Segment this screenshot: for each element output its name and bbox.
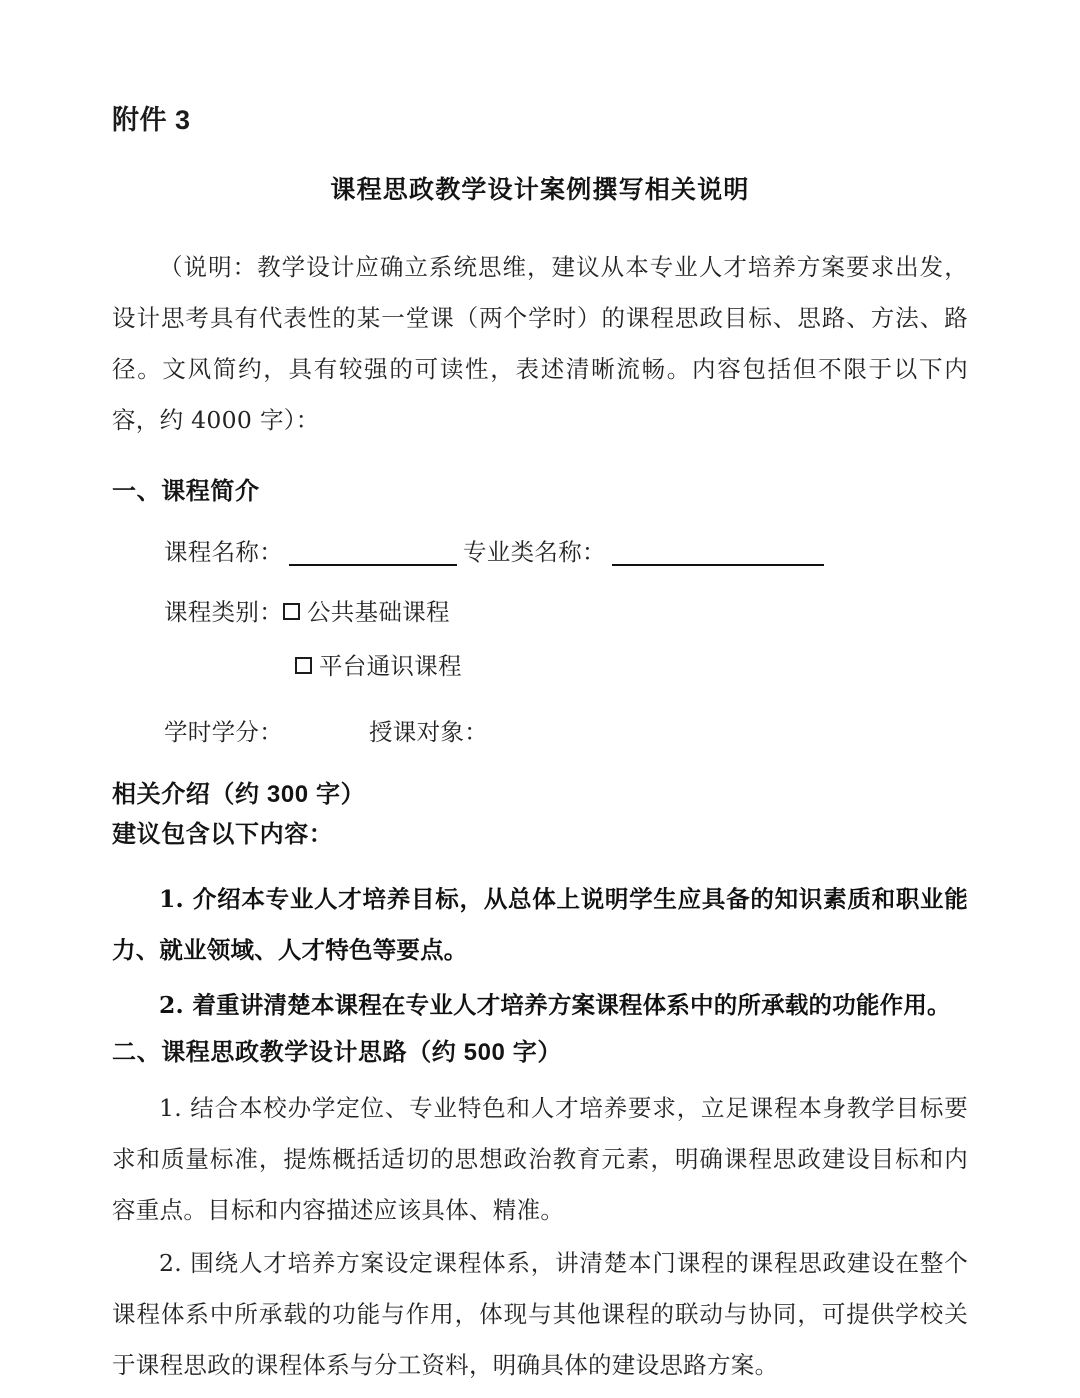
credit-hours-label: 学时学分： xyxy=(164,717,283,746)
section-two-item-2: 2. 围绕人才培养方案设定课程体系，讲清楚本门课程的课程思政建设在整个课程体系中所承载的功能与作用，体现与其他课程的联动与协同，可提供学校关于课程思政的课程体系与分工资料，明确具体的建设思路方案。 xyxy=(112,1248,968,1379)
section-heading-one: 一、课程简介 xyxy=(112,478,260,506)
course-type-row-1 xyxy=(112,589,968,635)
course-name-blank[interactable] xyxy=(289,563,457,566)
attachment-label: 附件 3 xyxy=(112,105,191,135)
course-type-label: 课程类别： xyxy=(164,597,283,626)
section-one-item-1: 1. 介绍本专业人才培养目标，从总体上说明学生应具备的知识素质和职业能力、就业领域、人才特色等要点。 xyxy=(112,884,968,964)
major-category-label: 专业类名称： xyxy=(463,537,606,566)
related-intro-heading: 相关介绍（约 300 字） xyxy=(112,780,366,808)
course-type-row-2 xyxy=(112,643,968,689)
credit-audience-row xyxy=(112,711,968,753)
page-title: 课程思政教学设计案例撰写相关说明 xyxy=(330,176,750,205)
section-two-item-1: 1. 结合本校办学定位、专业特色和人才培养要求，立足课程本身教学目标要求和质量标准，提炼概括适切的思想政治教育元素，明确课程思政建设目标和内容重点。目标和内容描述应该具体、精准。 xyxy=(112,1093,968,1224)
course-type-option-public-basic: 公共基础课程 xyxy=(307,597,450,626)
course-name-row xyxy=(112,531,968,573)
checkbox-icon-platform-general[interactable] xyxy=(295,657,312,674)
audience-label: 授课对象： xyxy=(369,717,488,746)
intro-paragraph: （说明：教学设计应确立系统思维，建议从本专业人才培养方案要求出发，设计思考具有代表性的某一堂课（两个学时）的课程思政目标、思路、方法、路径。文风简约，具有较强的可读性，表述清晰流畅。内容包括但不限于以下内容，约 4000 字）： xyxy=(112,253,968,435)
major-category-blank[interactable] xyxy=(612,563,824,566)
course-type-option-platform-general: 平台通识课程 xyxy=(319,651,462,680)
document-content xyxy=(112,104,968,1391)
suggestion-heading: 建议包含以下内容： xyxy=(112,821,334,849)
course-name-label: 课程名称： xyxy=(164,537,283,566)
section-one-item-2: 2. 着重讲清楚本课程在专业人才培养方案课程体系中的所承载的功能作用。 xyxy=(159,990,951,1019)
section-heading-two: 二、课程思政教学设计思路（约 500 字） xyxy=(112,1038,562,1066)
checkbox-icon-public-basic[interactable] xyxy=(283,603,300,620)
